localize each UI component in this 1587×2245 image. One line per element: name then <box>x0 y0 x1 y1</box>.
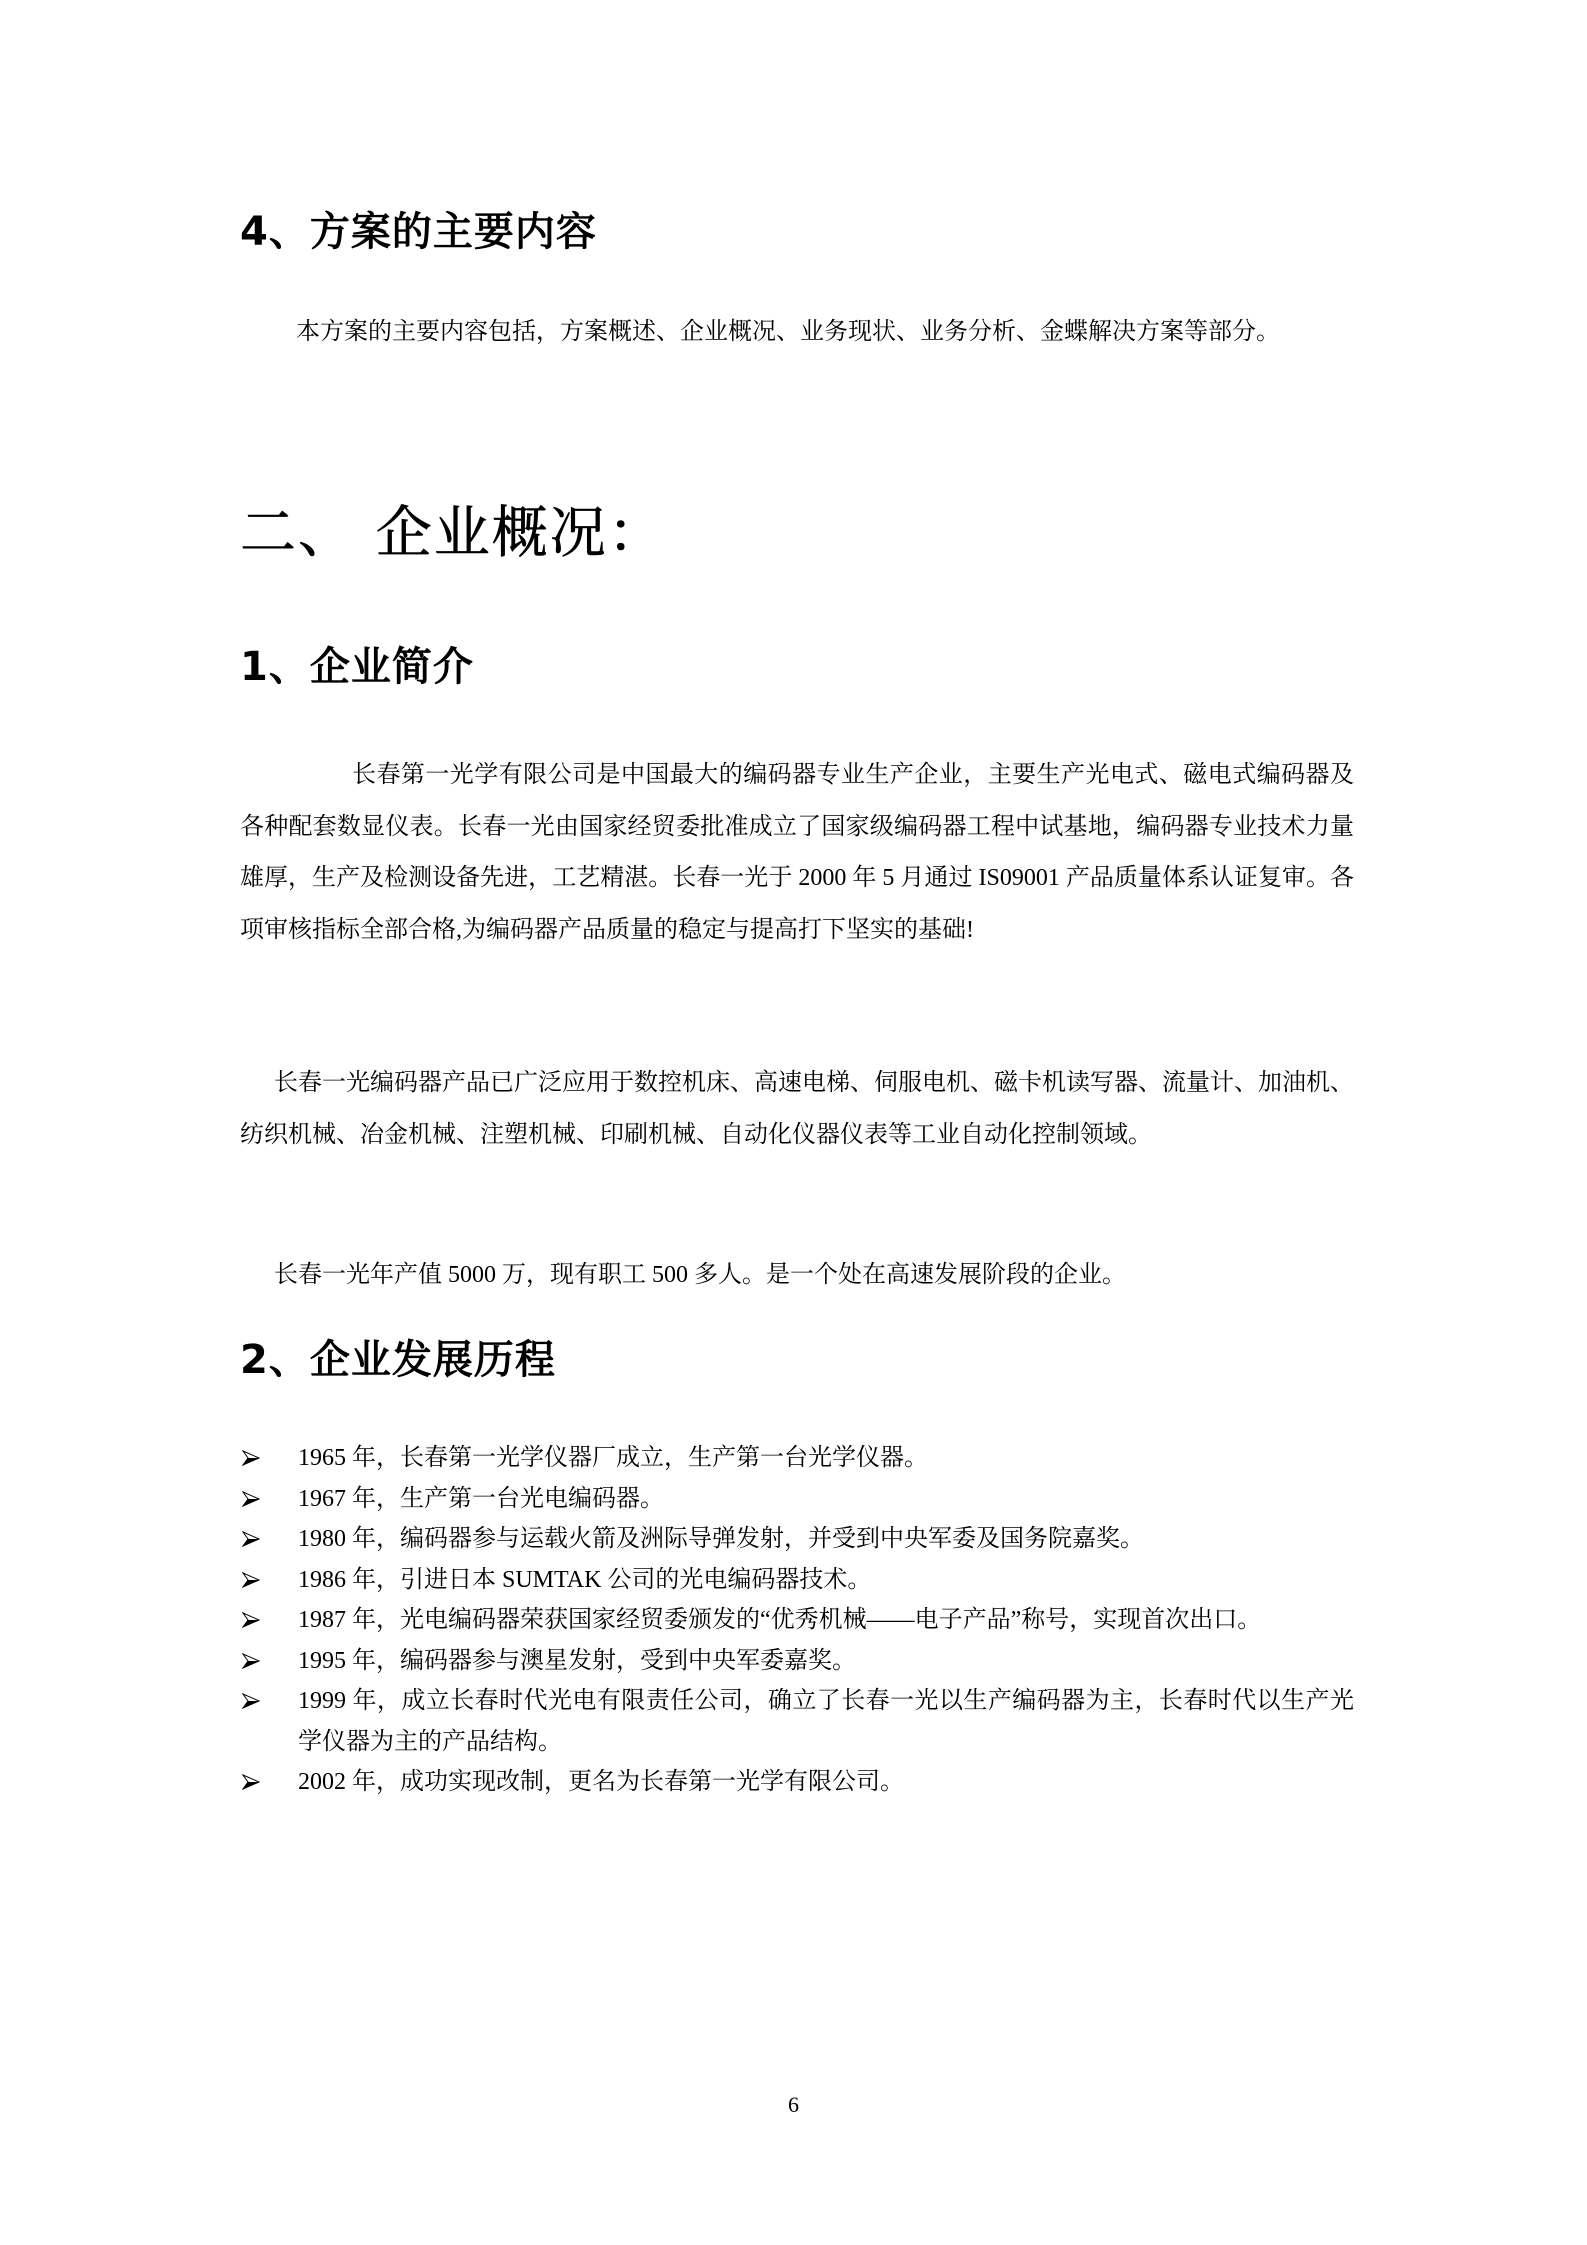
history-item-text: 2002 年，成功实现改制，更名为长春第一光学有限公司。 <box>298 1769 904 1795</box>
history-list <box>240 1438 1354 1803</box>
history-item <box>240 1681 1354 1762</box>
history-item-text: 1980 年，编码器参与运载火箭及洲际导弹发射，并受到中央军委及国务院嘉奖。 <box>298 1526 1144 1552</box>
history-item <box>240 1479 1354 1520</box>
history-item <box>240 1560 1354 1601</box>
history-item <box>240 1641 1354 1682</box>
arrowhead-bullet-icon <box>242 1438 266 1466</box>
chapter-heading-company-overview: 二、 企业概况： <box>240 501 666 566</box>
history-item <box>240 1519 1354 1560</box>
history-item <box>240 1762 1354 1803</box>
plan-contents-paragraph: 本方案的主要内容包括，方案概述、企业概况、业务现状、业务分析、金蝶解决方案等部分。 <box>296 319 1280 345</box>
history-item-text: 1986 年，引进日本 SUMTAK 公司的光电编码器技术。 <box>298 1566 872 1593</box>
company-intro-paragraph-1: 长春第一光学有限公司是中国最大的编码器专业生产企业，主要生产光电式、磁电式编码器及各种配套数显仪表。长春一光由国家经贸委批准成立了国家级编码器工程中试基地，编码器专业技术力量雄厚，生产及检测设备先进，工艺精湛。长春一光于 2000 年 5 月通过 IS09001 产品质量体系认证复审。各项审核指标全部合格,为编码器产品质量的稳定与提高打下坚实的基础! <box>240 762 1354 943</box>
company-intro-paragraph-3: 长春一光年产值 5000 万，现有职工 500 多人。是一个处在高速发展阶段的企业。 <box>274 1262 1126 1288</box>
company-intro-paragraph-2: 长春一光编码器产品已广泛应用于数控机床、高速电梯、伺服电机、磁卡机读写器、流量计、加油机、纺织机械、冶金机械、注塑机械、印刷机械、自动化仪器仪表等工业自动化控制领域。 <box>240 1070 1354 1148</box>
arrowhead-bullet-icon <box>242 1479 266 1507</box>
arrowhead-bullet-icon <box>242 1681 266 1709</box>
history-item-text: 1965 年，长春第一光学仪器厂成立，生产第一台光学仪器。 <box>298 1445 928 1471</box>
history-item-text: 1995 年，编码器参与澳星发射，受到中央军委嘉奖。 <box>298 1647 856 1674</box>
page-number: 6 <box>788 2092 799 2117</box>
history-item <box>240 1600 1354 1641</box>
history-item-text: 1987 年，光电编码器荣获国家经贸委颁发的“优秀机械——电子产品”称号，实现首次出口。 <box>298 1607 1262 1633</box>
history-item <box>240 1438 1354 1479</box>
arrowhead-bullet-icon <box>242 1641 266 1669</box>
arrowhead-bullet-icon <box>242 1762 266 1790</box>
arrowhead-bullet-icon <box>242 1519 266 1547</box>
arrowhead-bullet-icon <box>242 1600 266 1628</box>
section-heading-plan-contents: 4、方案的主要内容 <box>240 209 597 255</box>
arrowhead-bullet-icon <box>242 1560 266 1588</box>
section-heading-company-intro: 1、企业简介 <box>240 644 474 690</box>
history-item-text: 1999 年，成立长春时代光电有限责任公司，确立了长春一光以生产编码器为主，长春时代以生产光学仪器为主的产品结构。 <box>298 1688 1354 1755</box>
history-item-text: 1967 年，生产第一台光电编码器。 <box>298 1485 664 1512</box>
section-heading-company-history: 2、企业发展历程 <box>240 1337 556 1383</box>
